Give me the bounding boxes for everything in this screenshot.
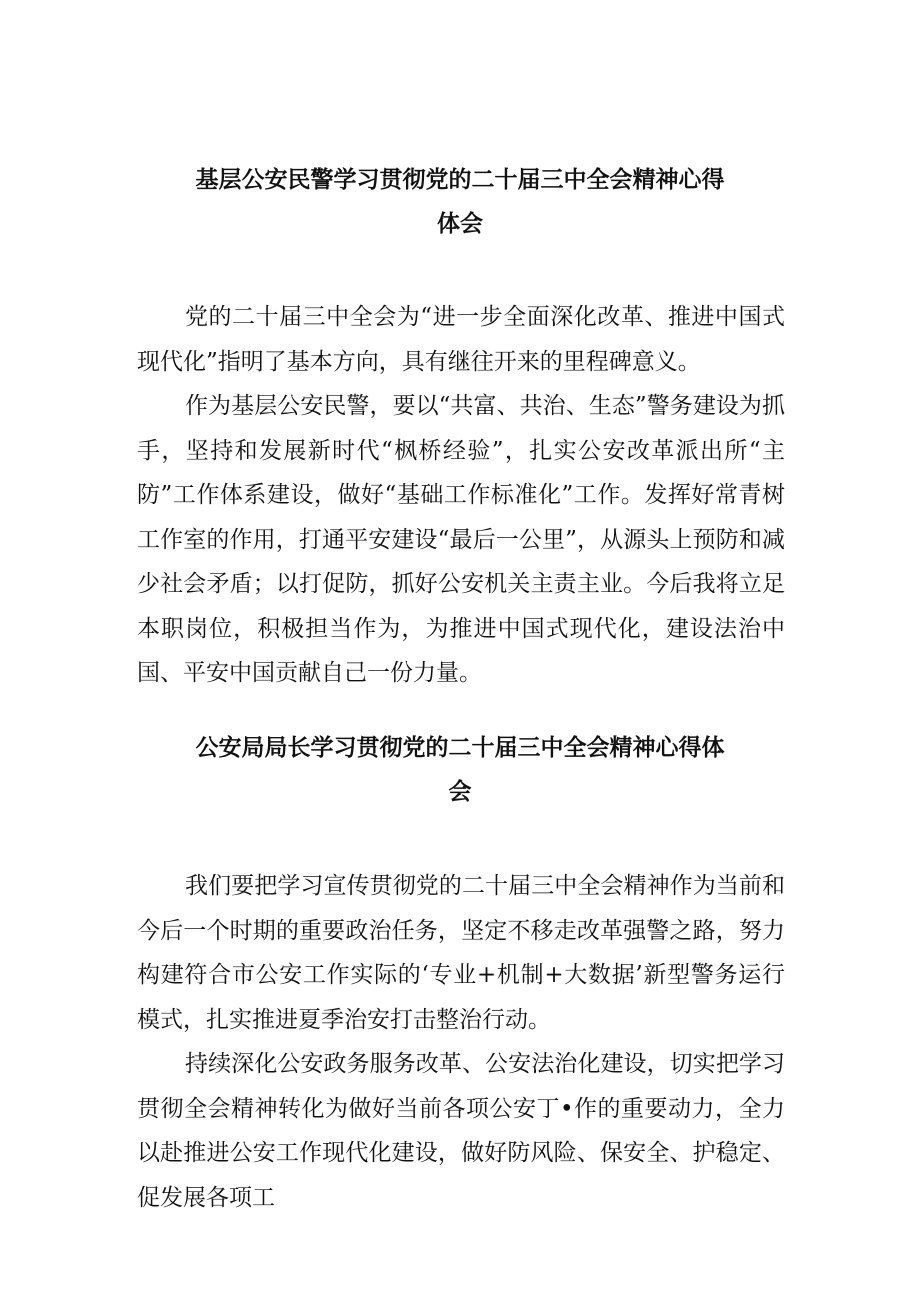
section-1-title-line-2: 体会: [437, 211, 483, 237]
section-2-paragraph-1: 我们要把学习宣传贯彻党的二十届三中全会精神作为当前和今后一个时期的重要政治任务，坚定不移走改革强警之路，努力构建符合市公安工作实际的‘专业+机制+大数据’新型警务运行模式，扎实推进夏季治安打击整治行动。: [137, 873, 785, 1033]
section-2-title-line-1: 公安局局长学习贯彻党的二十届三中全会精神心得体: [195, 735, 725, 761]
section-1-paragraph-2: 作为基层公安民警，要以“共富、共治、生态”警务建设为抓手，坚持和发展新时代“枫桥经验”，扎实公安改革派出所“主防”工作体系建设，做好“基础工作标准化”工作。发挥好常青树工作室的作用，打通平安建设“最后一公里”，从源头上预防和减少社会矛盾；以打促防，抓好公安机关主责主业。今后我将立足本职岗位，积极担当作为，为推进中国式现代化，建设法治中国、平安中国贡献自己一份力量。: [137, 393, 785, 686]
section-2-title-line-2: 会: [448, 779, 472, 805]
section-1-title: [150, 158, 770, 246]
section-2-title: [150, 726, 770, 814]
section-2-body: [137, 864, 785, 1220]
section-2-paragraph-2: 持续深化公安政务服务改革、公安法治化建设，切实把学习贯彻全会精神转化为做好当前各项公安丁•作的重要动力，全力以赴推进公安工作现代化建设，做好防风险、保安全、护稳定、促发展各项工: [137, 1051, 785, 1211]
section-1-paragraph-1: 党的二十届三中全会为“进一步全面深化改革、推进中国式现代化”指明了基本方向，具有继往开来的里程碑意义。: [137, 304, 785, 375]
section-1-body: [137, 295, 785, 696]
section-1-title-line-1: 基层公安民警学习贯彻党的二十届三中全会精神心得: [195, 167, 725, 193]
